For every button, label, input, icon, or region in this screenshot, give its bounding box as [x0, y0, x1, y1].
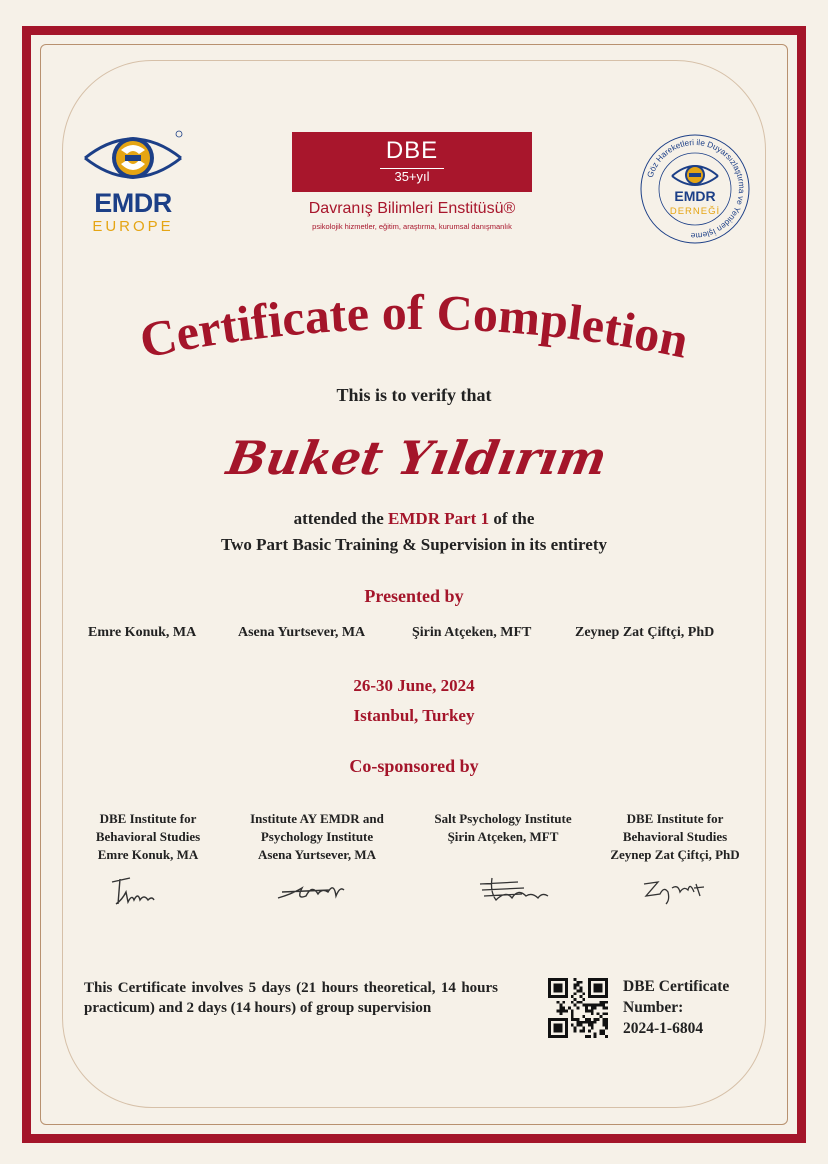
- cert-number-label-1: DBE Certificate: [623, 978, 730, 995]
- dbe-tagline: psikolojik hizmetler, eğitim, araştırma, kurumsal danışmanlık: [312, 222, 512, 231]
- dbe-institute-name: Davranış Bilimleri Enstitüsü®: [308, 200, 516, 217]
- svg-text:Certificate of Completion: [135, 292, 693, 369]
- title-text: Certificate of Completion: [134, 292, 694, 369]
- dbe-logo-box: [292, 132, 532, 192]
- cosponsor-block: [232, 810, 402, 864]
- attended-line: [100, 509, 728, 529]
- emdr-europe-line2: EUROPE: [92, 218, 174, 235]
- cert-number-label-2: Number:: [623, 999, 684, 1016]
- cosponsor-line: DBE Institute for: [626, 811, 724, 826]
- cosponsor-line: Institute AY EMDR and: [250, 811, 384, 826]
- cosponsor-line: Behavioral Studies: [622, 829, 728, 844]
- cosponsor-line: Zeynep Zat Çiftçi, PhD: [610, 847, 740, 862]
- cosponsor-line: Şirin Atçeken, MFT: [447, 829, 559, 844]
- signature-emre-konuk: [104, 870, 194, 910]
- signature-sirin-atceken: [472, 870, 562, 910]
- certificate-number-block: [623, 976, 763, 1039]
- signature-asena-yurtsever: [272, 870, 362, 910]
- presenter-name: Şirin Atçeken, MFT: [412, 625, 532, 640]
- presented-by-label: Presented by: [364, 586, 464, 606]
- attended-suffix: of the: [493, 509, 535, 528]
- cosponsor-block: [418, 810, 588, 846]
- cosponsor-line: Psychology Institute: [260, 829, 374, 844]
- signature-zeynep-zat-ciftci: [634, 870, 724, 910]
- cosponsor-line: DBE Institute for: [99, 811, 197, 826]
- presenter-name: Emre Konuk, MA: [88, 625, 197, 640]
- dbe-years: 35+yıl: [394, 169, 430, 184]
- training-line: Two Part Basic Training & Supervision in its entirety: [221, 535, 607, 554]
- cosponsor-block: [590, 810, 760, 864]
- course-name: EMDR Part 1: [388, 509, 490, 528]
- seal-line2: DERNEĞİ: [669, 206, 721, 217]
- cosponsor-line: Asena Yurtsever, MA: [257, 847, 377, 862]
- seal-ring-text: Göz Hareketleri ile Duyarsızlaştırma ve Yeniden İşleme: [645, 137, 747, 241]
- presenters-row: [88, 625, 748, 645]
- certificate-title: [60, 292, 768, 392]
- cosponsor-block: [63, 810, 233, 864]
- emdr-europe-line1: EMDR: [94, 188, 172, 218]
- dbe-abbr: DBE: [385, 137, 439, 164]
- presenter-name: Zeynep Zat Çiftçi, PhD: [575, 625, 715, 640]
- cosponsor-line: Salt Psychology Institute: [434, 811, 572, 826]
- emdr-dernegi-seal: [638, 132, 752, 246]
- qr-code: [548, 978, 608, 1038]
- cert-number: 2024-1-6804: [623, 1020, 704, 1037]
- dbe-logo: [292, 132, 532, 232]
- training-location: Istanbul, Turkey: [353, 706, 475, 725]
- presenter-name: Asena Yurtsever, MA: [238, 625, 366, 640]
- certificate-hours-note: This Certificate involves 5 days (21 hours theoretical, 14 hours practicum) and 2 days (14 hours) of group supervision: [84, 980, 498, 1016]
- recipient-name-text: Buket Yıldırım: [222, 430, 612, 485]
- cosponsored-label: Co-sponsored by: [349, 756, 479, 776]
- training-dates: 26-30 June, 2024: [353, 676, 475, 695]
- cosponsor-line: Emre Konuk, MA: [97, 847, 199, 862]
- emdr-europe-logo: [78, 128, 188, 238]
- eye-icon: [83, 128, 183, 188]
- attended-prefix: attended the: [293, 509, 384, 528]
- seal-line1: EMDR: [674, 188, 716, 204]
- recipient-name: [100, 418, 728, 490]
- seal-graphic: [638, 132, 752, 246]
- verify-line: This is to verify that: [336, 385, 492, 405]
- cosponsor-line: Behavioral Studies: [95, 829, 201, 844]
